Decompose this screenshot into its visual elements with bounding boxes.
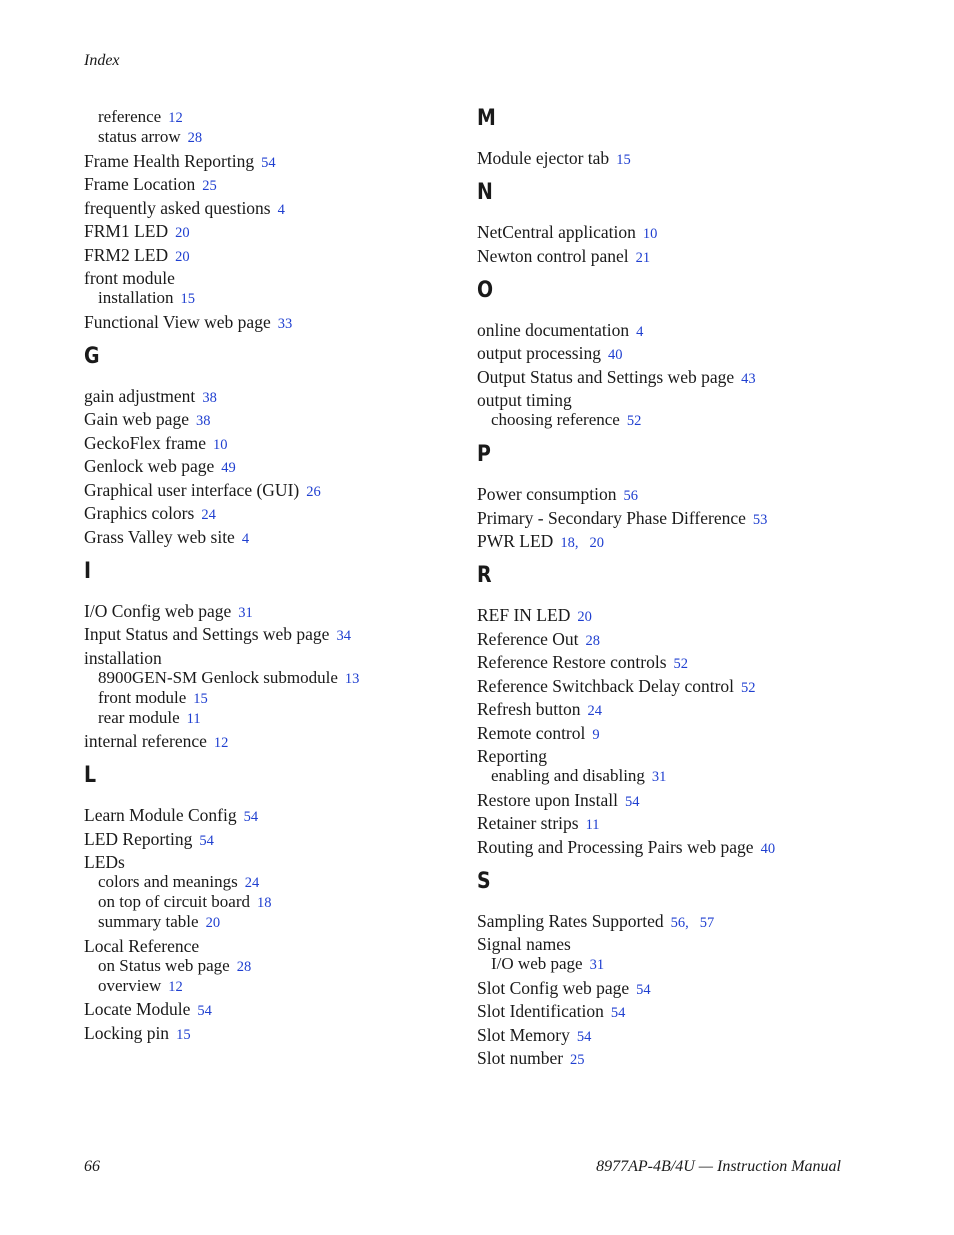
index-term: Functional View web page <box>84 311 271 332</box>
page-link[interactable]: 54 <box>197 1003 212 1019</box>
page-link[interactable]: 20 <box>589 535 604 551</box>
index-term: overview <box>98 975 162 995</box>
index-term: Signal names <box>477 934 571 954</box>
page-link[interactable]: 56 <box>623 488 639 504</box>
index-term: 8900GEN-SM Genlock submodule <box>98 667 338 687</box>
index-term: Newton control panel <box>477 245 629 266</box>
index-entry <box>84 624 351 646</box>
index-term: REF IN LED <box>477 605 571 625</box>
page-link[interactable]: 54 <box>624 793 640 810</box>
page-link[interactable]: 53 <box>752 511 768 528</box>
index-entry <box>84 480 321 502</box>
index-term: Local Reference <box>84 935 200 956</box>
index-term: Reference Out <box>477 628 579 649</box>
index-term: output processing <box>477 343 601 363</box>
index-entry <box>84 852 125 872</box>
page-link[interactable]: 54 <box>576 1028 592 1045</box>
index-term: Gain web page <box>84 409 189 429</box>
page-link[interactable]: 15 <box>193 690 208 707</box>
index-entry <box>477 1001 625 1023</box>
index-term: colors and meanings <box>98 872 238 891</box>
index-term: Locking pin <box>84 1022 170 1043</box>
index-entry <box>477 531 604 553</box>
index-term: output timing <box>477 390 572 410</box>
index-entry <box>84 999 212 1021</box>
index-subentry <box>98 668 359 689</box>
index-term: GeckoFlex frame <box>84 432 206 453</box>
index-subentry <box>98 892 272 913</box>
index-term: enabling and disabling <box>491 766 645 785</box>
index-entry <box>84 1023 191 1045</box>
page-link[interactable]: 54 <box>261 154 276 171</box>
index-entry <box>477 723 600 745</box>
index-entry <box>477 837 775 859</box>
page-link[interactable]: 15 <box>176 1026 191 1043</box>
index-term: Grass Valley web site <box>84 526 235 547</box>
index-term: front module <box>84 268 175 288</box>
index-entry <box>84 151 276 173</box>
index-term: internal reference <box>84 731 207 751</box>
index-subentry <box>98 107 183 128</box>
page-link[interactable]: 25 <box>570 1052 585 1068</box>
index-term: Refresh button <box>477 699 581 719</box>
index-term: online documentation <box>477 319 630 340</box>
index-term: Graphical user interface (GUI) <box>84 479 300 500</box>
index-term: choosing reference <box>491 410 620 429</box>
index-term: Slot Config web page <box>477 977 630 998</box>
index-term: rear module <box>98 707 180 727</box>
index-term: Retainer strips <box>477 813 579 833</box>
page-link[interactable]: 12 <box>168 978 183 995</box>
index-subentry <box>98 708 201 729</box>
index-term: Slot number <box>477 1048 564 1068</box>
index-entry <box>84 268 175 288</box>
page-link[interactable]: 52 <box>626 413 642 429</box>
index-entry <box>477 790 639 812</box>
page-link[interactable]: 11 <box>585 817 600 833</box>
index-entry <box>477 508 767 530</box>
index-term: on Status web page <box>98 955 230 975</box>
index-term: Reporting <box>477 746 547 766</box>
page-link[interactable]: 18 <box>560 535 575 551</box>
index-term: Slot Memory <box>477 1024 570 1045</box>
page-link[interactable]: 43 <box>741 370 756 387</box>
page-link[interactable]: 4 <box>277 201 285 218</box>
index-entry <box>84 601 253 623</box>
page-link[interactable]: 38 <box>195 413 211 429</box>
index-term: Restore upon Install <box>477 789 618 810</box>
page-link[interactable]: 34 <box>336 628 351 644</box>
index-term: I/O Config web page <box>84 600 232 621</box>
index-entry <box>477 320 643 342</box>
index-term: Graphics colors <box>84 503 195 523</box>
page-link[interactable]: 28 <box>236 958 252 975</box>
page-link[interactable]: 52 <box>741 679 756 696</box>
index-entry <box>84 174 217 196</box>
index-entry <box>84 731 228 753</box>
index-entry <box>84 527 249 549</box>
index-term: LEDs <box>84 852 125 872</box>
page-link[interactable]: 28 <box>585 632 601 649</box>
index-term: front module <box>98 687 187 707</box>
index-letter-heading: G <box>84 343 100 369</box>
index-term: Frame Health Reporting <box>84 150 255 171</box>
index-letter-heading: M <box>477 106 496 131</box>
page-link[interactable]: 20 <box>175 225 190 241</box>
page-link[interactable]: 57 <box>699 914 715 931</box>
index-subentry <box>98 288 195 309</box>
index-subentry <box>491 410 641 431</box>
index-letter-heading: L <box>84 763 97 788</box>
index-term: FRM2 LED <box>84 244 169 265</box>
index-term: Remote control <box>477 722 586 743</box>
page-link[interactable]: 31 <box>651 769 667 785</box>
page-link[interactable]: 40 <box>607 347 623 363</box>
index-entry <box>477 978 651 1000</box>
index-entry <box>84 312 292 334</box>
index-entry <box>477 813 600 835</box>
page-link[interactable]: 11 <box>186 710 201 727</box>
index-entry <box>477 390 572 410</box>
index-term: Routing and Processing Pairs web page <box>477 836 754 857</box>
page-link[interactable]: 15 <box>180 291 196 307</box>
index-entry <box>84 456 236 478</box>
index-entry <box>84 245 190 267</box>
index-subentry <box>98 912 220 933</box>
page-link[interactable]: 28 <box>187 130 203 146</box>
index-entry <box>84 198 285 220</box>
page-link[interactable]: 56 <box>670 914 686 931</box>
index-entry <box>84 386 217 408</box>
page-link[interactable]: 38 <box>202 389 217 406</box>
page-link[interactable]: 13 <box>344 670 360 687</box>
index-term: LED Reporting <box>84 828 193 849</box>
page-link[interactable]: 31 <box>589 957 605 973</box>
page-link[interactable]: 24 <box>244 875 260 891</box>
index-term: Frame Location <box>84 174 196 194</box>
index-entry <box>477 934 571 954</box>
index-entry <box>477 246 650 268</box>
index-entry <box>477 699 602 721</box>
index-term: Learn Module Config <box>84 805 237 825</box>
index-letter-heading: N <box>477 180 493 205</box>
page-link[interactable]: 49 <box>221 460 236 476</box>
index-subentry <box>98 127 202 148</box>
index-term: Module ejector tab <box>477 148 610 168</box>
page-link[interactable]: 10 <box>642 226 658 242</box>
index-entry <box>477 911 714 933</box>
page-link[interactable]: 26 <box>306 483 321 500</box>
page-link[interactable]: 20 <box>205 915 221 931</box>
index-term: reference <box>98 107 162 126</box>
index-term: Output Status and Settings web page <box>477 366 735 387</box>
page-number: 66 <box>84 1158 100 1175</box>
index-entry <box>477 343 622 365</box>
index-term: status arrow <box>98 127 181 146</box>
page-link[interactable]: 4 <box>241 530 250 547</box>
index-term: Sampling Rates Supported <box>477 910 664 931</box>
page-link[interactable]: 21 <box>635 249 651 266</box>
index-entry <box>477 222 657 244</box>
index-entry <box>84 503 216 525</box>
index-letter-heading: P <box>477 442 491 467</box>
index-term: gain adjustment <box>84 385 196 406</box>
index-term: Slot Identification <box>477 1001 604 1021</box>
index-term: Genlock web page <box>84 456 215 476</box>
page-link[interactable]: 20 <box>577 609 592 625</box>
index-term: Reference Restore controls <box>477 652 667 672</box>
index-term: Primary - Secondary Phase Difference <box>477 507 746 528</box>
index-term: Reference Switchback Delay control <box>477 675 735 696</box>
index-entry <box>84 805 258 827</box>
index-subentry <box>98 976 183 997</box>
page-link[interactable]: 12 <box>213 735 229 751</box>
index-term: FRM1 LED <box>84 221 169 241</box>
page-link-separator: , <box>574 535 579 551</box>
index-entry <box>477 484 638 506</box>
manual-title: 8977AP-4B/4U — Instruction Manual <box>596 1158 841 1175</box>
index-entry <box>477 367 756 389</box>
index-subentry <box>491 766 666 787</box>
index-subentry <box>491 954 604 975</box>
index-subentry <box>98 688 208 709</box>
index-entry <box>477 148 631 170</box>
index-letter-heading: S <box>477 868 491 894</box>
page-link[interactable]: 4 <box>636 323 644 340</box>
index-term: I/O web page <box>491 954 583 973</box>
index-subentry <box>98 872 259 893</box>
page-link[interactable]: 9 <box>592 726 600 743</box>
index-term: Power consumption <box>477 484 617 504</box>
page-link[interactable]: 54 <box>636 981 651 998</box>
page-link[interactable]: 31 <box>238 604 253 621</box>
index-subentry <box>98 956 251 977</box>
page-link[interactable]: 54 <box>243 809 259 825</box>
running-header: Index <box>84 52 120 69</box>
index-term: summary table <box>98 912 199 931</box>
index-entry <box>84 221 190 243</box>
index-entry <box>84 433 227 455</box>
page-link-separator: , <box>685 914 689 931</box>
page-link[interactable]: 25 <box>202 178 217 194</box>
index-term: installation <box>84 647 162 668</box>
index-entry <box>477 1025 591 1047</box>
index-term: installation <box>98 288 174 307</box>
index-entry <box>84 829 214 851</box>
page-link[interactable]: 15 <box>616 152 631 168</box>
index-entry <box>477 746 547 766</box>
page-link[interactable]: 24 <box>587 703 603 719</box>
page-link[interactable]: 33 <box>277 315 293 332</box>
index-entry <box>84 936 199 956</box>
index-term: frequently asked questions <box>84 197 271 218</box>
page-link[interactable]: 54 <box>610 1005 626 1021</box>
page-link[interactable]: 12 <box>168 110 183 126</box>
page-link[interactable]: 52 <box>673 656 689 672</box>
index-letter-heading: O <box>477 277 494 303</box>
index-letter-heading: I <box>84 558 92 584</box>
index-term: Input Status and Settings web page <box>84 624 330 644</box>
index-entry <box>477 605 592 627</box>
index-entry <box>477 1048 585 1070</box>
index-term: Locate Module <box>84 999 191 1019</box>
index-letter-heading: R <box>477 563 492 588</box>
index-term: PWR LED <box>477 531 554 551</box>
page-link[interactable]: 20 <box>175 248 190 265</box>
page-link[interactable]: 54 <box>199 832 214 849</box>
page-link[interactable]: 24 <box>201 507 216 523</box>
index-term: on top of circuit board <box>98 892 251 911</box>
index-entry <box>84 648 162 668</box>
index-term: NetCentral application <box>477 222 636 242</box>
page-link[interactable]: 10 <box>212 436 228 453</box>
index-entry <box>84 409 210 431</box>
index-entry <box>477 652 688 674</box>
index-entry <box>477 676 756 698</box>
index-entry <box>477 629 600 651</box>
page-link[interactable]: 18 <box>257 895 272 911</box>
page-link[interactable]: 40 <box>760 840 776 857</box>
